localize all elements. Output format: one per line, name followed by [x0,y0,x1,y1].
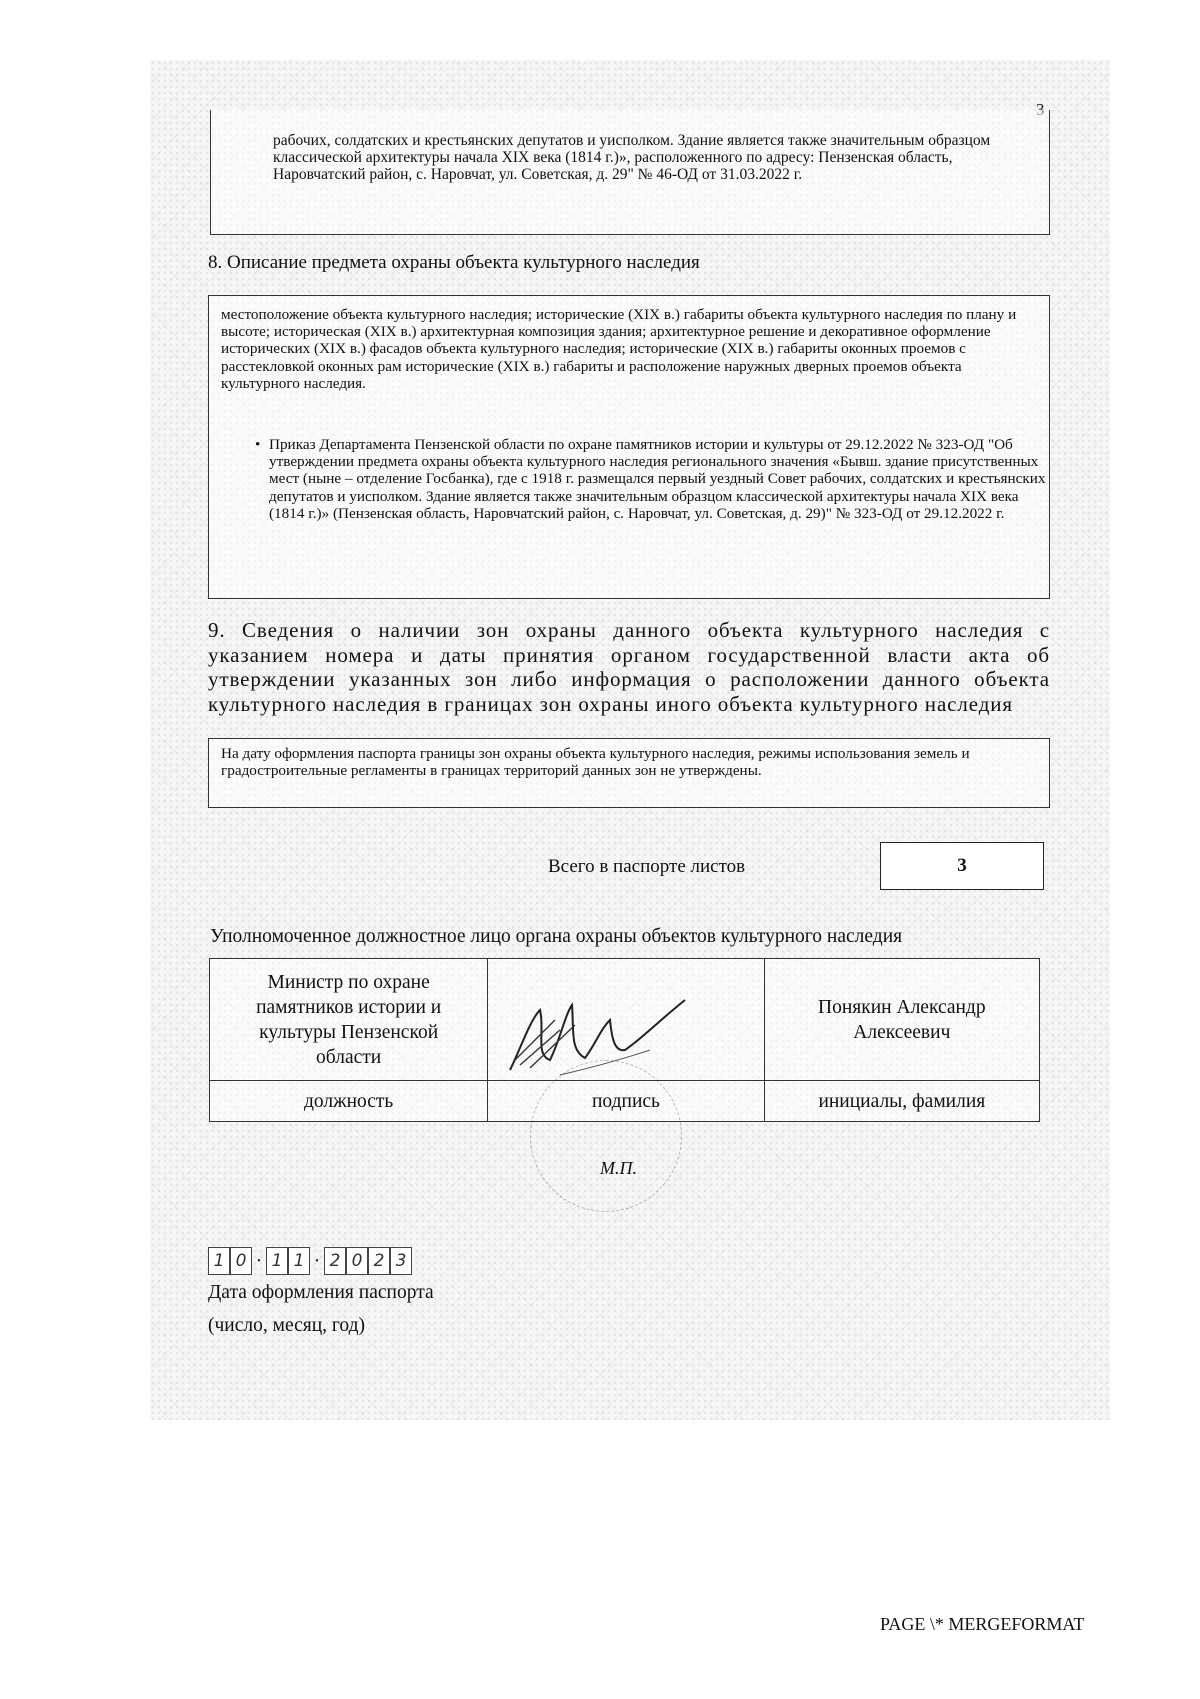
date-month-digit: 1 [288,1247,310,1275]
bullet-icon: • [255,436,261,453]
section9-text: На дату оформления паспорта границы зон охраны объекта культурного наследия, режимы использования земель и градостроительные регламенты в границах территорий данных зон не утверждены. [221,745,970,780]
date-year-digit: 3 [390,1247,412,1275]
date-separator: · [255,1249,263,1272]
section7-box [210,110,1050,235]
official-name-cell [764,959,1039,1081]
section8-bullet-text: Приказ Департамента Пензенской области по охране памятников истории и культуры от 29.12.2022 № 323-ОД "Об утверждении предмета охраны объекта культурного наследия регионального значения «Бывш. здание присутственных мест (ныне – отделение Госбанка), где с 1918 г. размещался первый уездный Совет рабочих, солдатских и крестьянских депутатов и уисполком. Здание является также значительным образцом классической архитектуры начала XIX века (1814 г.)» (Пензенская область, Наровчатский район, с. Наровчат, ул. Советская, д. 29)" № 323-ОД от 29.12.2022 г. [269,436,1046,522]
total-sheets-value: 3 [957,855,967,876]
section8-bullet-item [255,436,1049,522]
total-sheets-label: Всего в паспорте листов [548,856,746,877]
official-position: Министр по охране памятников истории и культуры Пензенской области [256,971,442,1068]
section7-tail-text: рабочих, солдатских и крестьянских депутатов и уисполком. Здание является также значительным образцом классической архитектуры начала XIX века (1814 г.)», расположенного по адресу: Пензенская область, Наровчатский район, с. Наровчат, ул. Советская, д. 29" № 46-ОД от 31.03.2022 г. [273,132,991,183]
col-position-label: должность [210,1081,488,1122]
official-position-cell [210,959,488,1081]
col-name-label: инициалы, фамилия [764,1081,1039,1122]
date-format-hint: (число, месяц, год) [208,1315,366,1336]
date-day-digit: 0 [230,1247,252,1275]
official-heading: Уполномоченное должностное лицо органа охраны объектов культурного наследия [210,926,903,947]
date-year-digit: 2 [368,1247,390,1275]
section8-description: местоположение объекта культурного наследия; исторические (XIX в.) габариты объекта культурного наследия по плану и высоте; историческая (XIX в.) архитектурная композиция здания; архитектурное решение и декоративное оформление исторических (XIX в.) фасадов объекта культурного наследия; исторические (XIX в.) габариты оконных проемов с расстекловкой оконных рам исторические (XIX в.) габариты и расположение наружных дверных проемов объекта культурного наследия. [221,306,1017,392]
date-year-digit: 2 [324,1247,346,1275]
handwritten-signature [500,990,690,1080]
stamp-circle [530,1060,682,1212]
date-year-digit: 0 [346,1247,368,1275]
col-signature-label: подпись [488,1081,764,1122]
stamp-label: М.П. [600,1158,637,1178]
section8-box [208,295,1050,599]
section9-box [208,738,1050,808]
date-month-digit: 1 [266,1247,288,1275]
date-separator: · [313,1249,321,1272]
total-sheets-box [880,842,1044,890]
date-label: Дата оформления паспорта [208,1282,434,1303]
date-boxes [208,1245,412,1277]
date-day-digit: 1 [208,1247,230,1275]
official-name: Понякин Александр Алексеевич [818,996,986,1043]
section8-heading: 8. Описание предмета охраны объекта культурного наследия [208,252,700,273]
footer-field-code: PAGE \* MERGEFORMAT [880,1614,1085,1634]
section9-heading: 9. Сведения о наличии зон охраны данного объекта культурного наследия с указанием номера и даты принятия органом государственной власти акта об утверждении указанных зон либо информация о расположении данного объекта культурного наследия в границах зон охраны иного объекта культурного наследия [208,618,1050,716]
